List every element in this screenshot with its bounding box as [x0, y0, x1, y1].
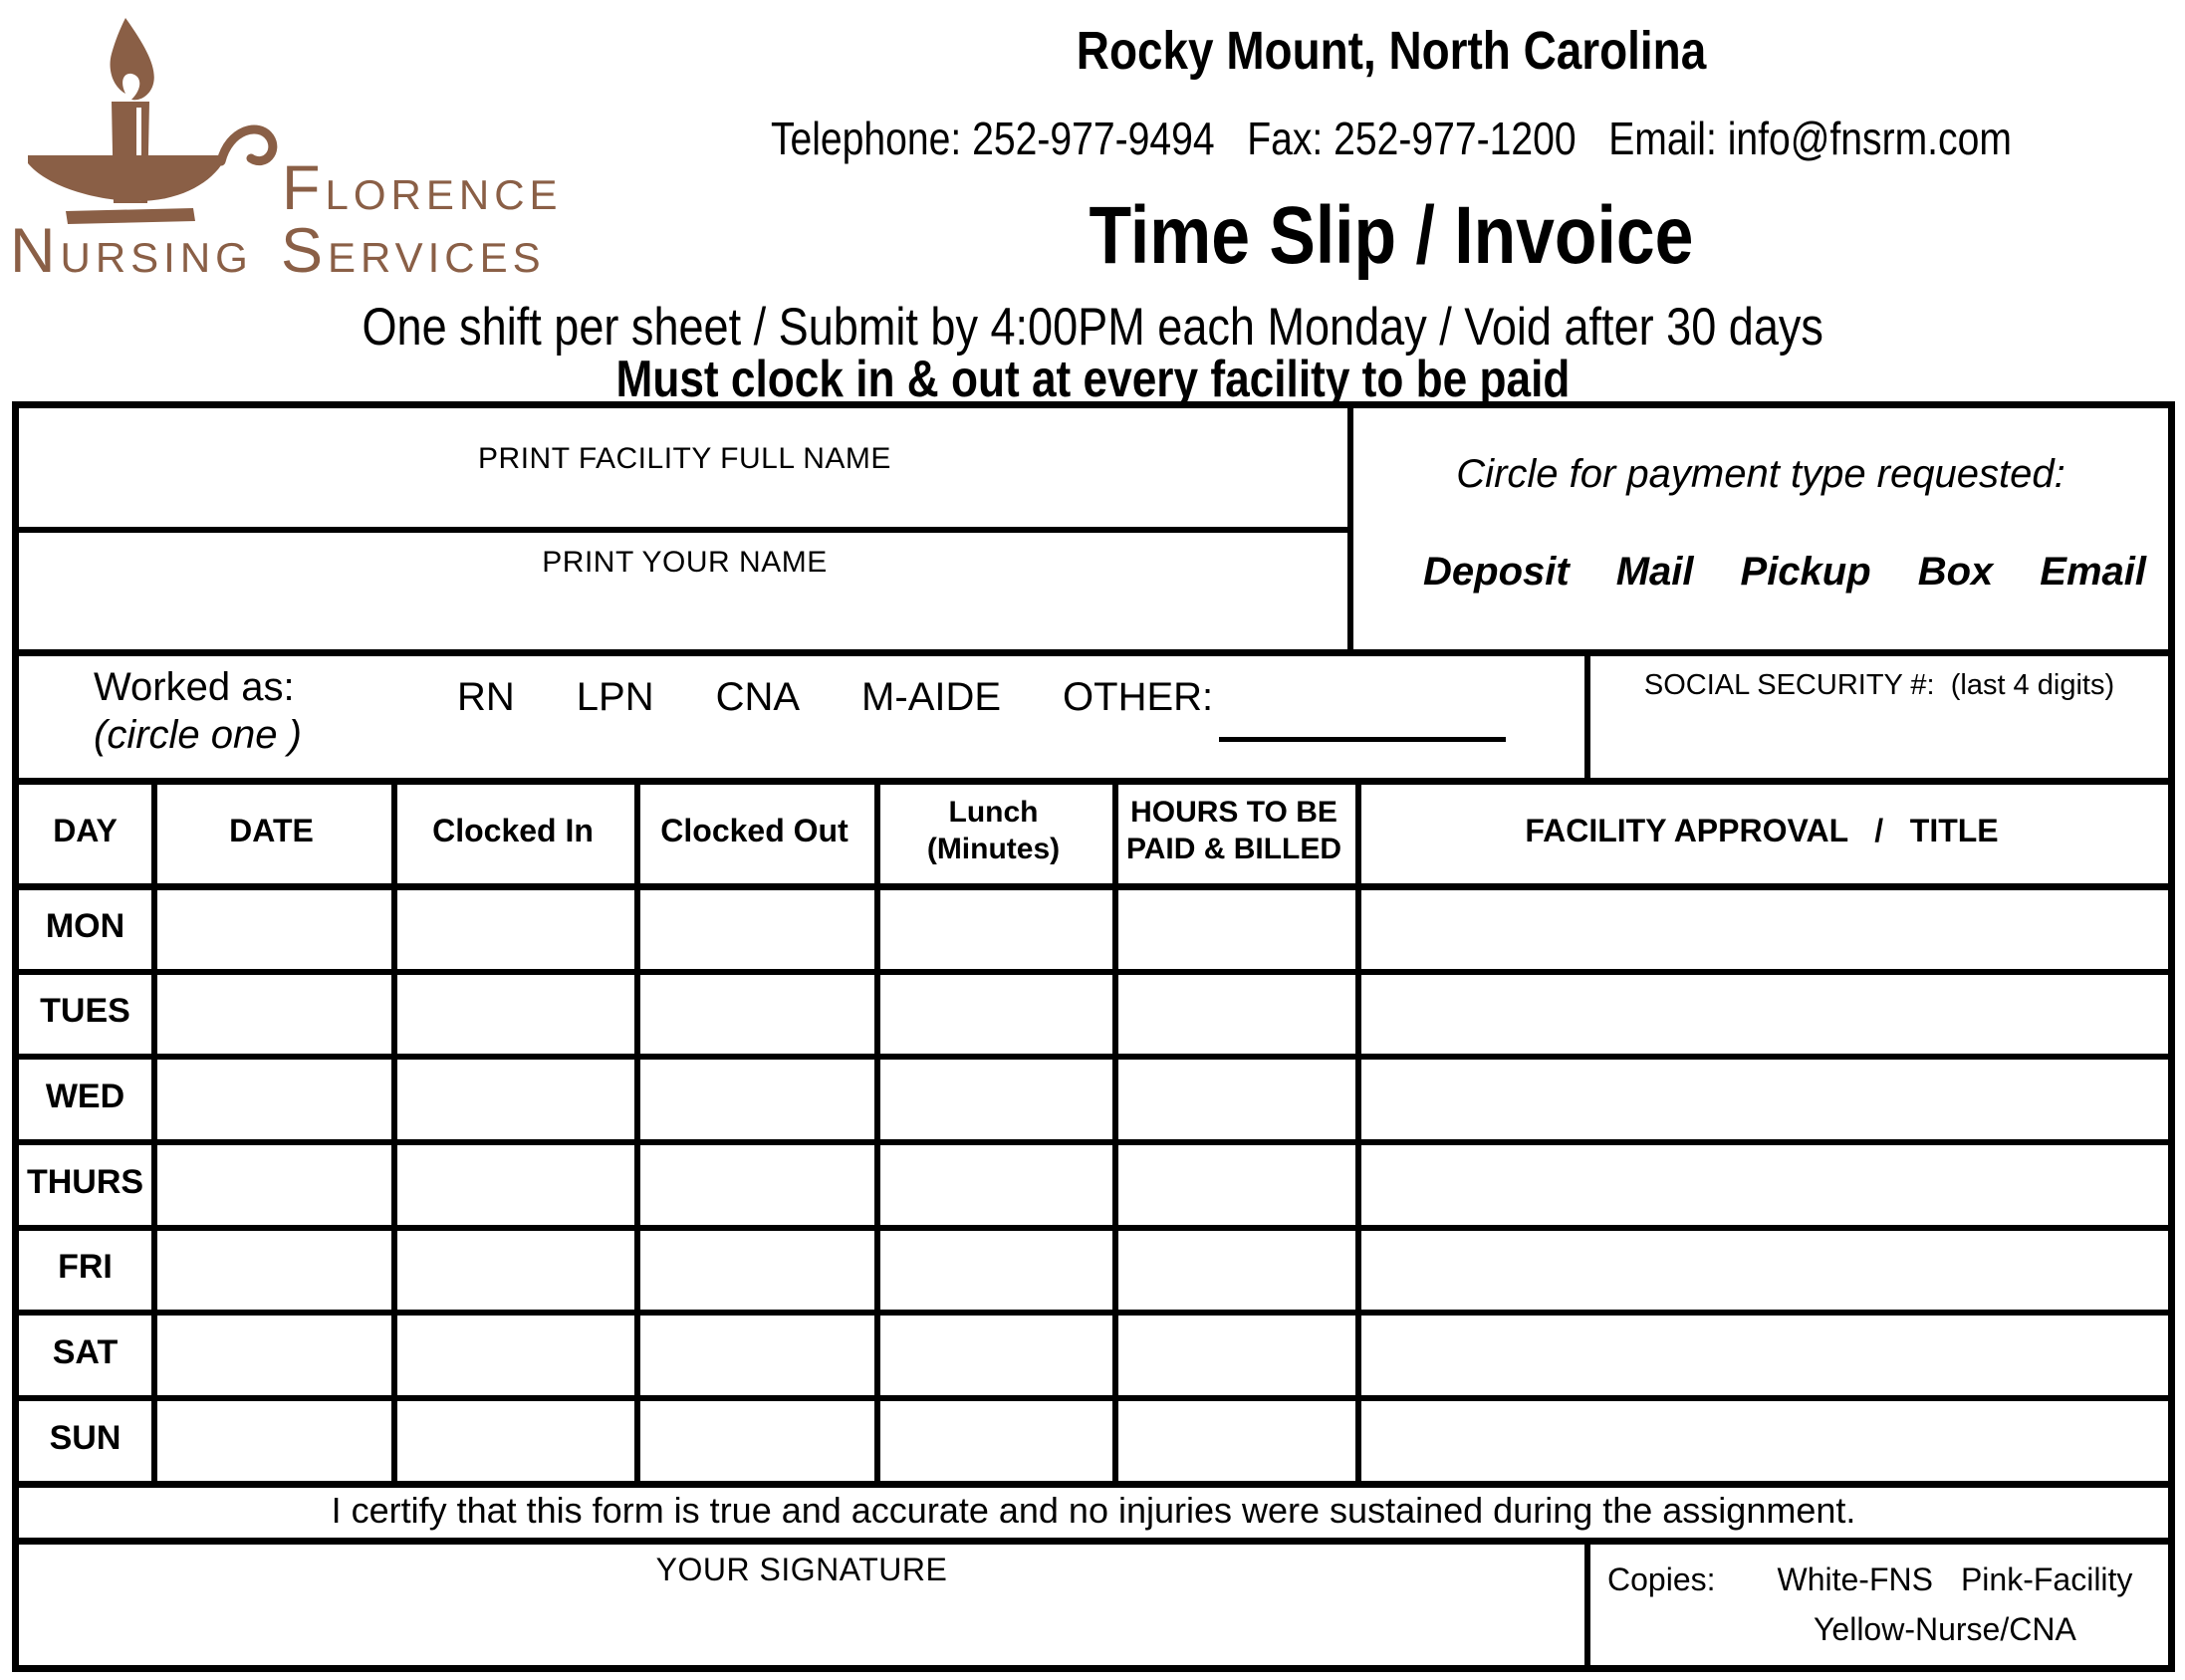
divider-line [19, 649, 2168, 656]
candle-lamp-icon [8, 16, 287, 230]
cell-thurs-facility-approval[interactable] [1362, 1147, 2161, 1218]
logo-word-services: SERVICES [281, 216, 546, 286]
payment-option-email[interactable]: Email [2040, 550, 2146, 594]
cell-wed-clocked-in[interactable] [398, 1062, 627, 1132]
copies-pink-facility: Pink-Facility [1960, 1561, 2133, 1597]
copies-white-fns: White-FNS [1777, 1561, 1933, 1597]
column-header-day [19, 778, 151, 883]
role-option-m-aide[interactable]: M-AIDE [861, 675, 1002, 719]
cell-mon-facility-approval[interactable] [1362, 891, 2161, 962]
payment-option-pickup[interactable]: Pickup [1740, 550, 1871, 594]
ssn-label-row [1590, 669, 2168, 702]
cell-wed-lunch-minutes[interactable] [881, 1062, 1105, 1132]
divider-line [1584, 1538, 1590, 1665]
divider-line [19, 969, 2168, 975]
role-options [457, 675, 1213, 720]
cell-tues-date[interactable] [158, 977, 384, 1047]
cell-sat-facility-approval[interactable] [1362, 1318, 2161, 1388]
column-header-clocked-in [391, 778, 634, 883]
cell-mon-clocked-out[interactable] [641, 891, 867, 962]
cell-sun-hours-paid-billed[interactable] [1119, 1403, 1348, 1474]
signature-label: YOUR SIGNATURE [655, 1552, 948, 1587]
role-option-lpn[interactable]: LPN [576, 675, 654, 719]
cell-thurs-date[interactable] [158, 1147, 384, 1218]
divider-line [19, 1310, 2168, 1316]
column-header-label: Clocked In [432, 813, 594, 848]
column-header-hours [1112, 778, 1355, 883]
worked-as-label: Worked as: [94, 665, 295, 709]
divider-line [1355, 778, 1361, 1488]
role-other-input-line[interactable] [1219, 737, 1506, 742]
divider-line [1112, 778, 1118, 1488]
cell-tues-lunch-minutes[interactable] [881, 977, 1105, 1047]
cell-fri-clocked-out[interactable] [641, 1233, 867, 1303]
cell-sun-lunch-minutes[interactable] [881, 1403, 1105, 1474]
logo-word-florence: FLORENCE [282, 153, 563, 223]
payment-type-options [1353, 550, 2168, 595]
column-header-label: DAY [53, 813, 118, 848]
facility-name-label: PRINT FACILITY FULL NAME [478, 442, 891, 475]
time-slip-form [12, 401, 2175, 1672]
divider-line [19, 1395, 2168, 1401]
copies-label: Copies: [1607, 1561, 1716, 1597]
column-header-lunch [874, 778, 1112, 883]
cell-thurs-clocked-out[interactable] [641, 1147, 867, 1218]
cell-sat-clocked-in[interactable] [398, 1318, 627, 1388]
cell-wed-hours-paid-billed[interactable] [1119, 1062, 1348, 1132]
header-clock-notice: Must clock in & out at every facility to be paid [615, 351, 1570, 408]
divider-line [391, 778, 397, 1488]
role-other-label: OTHER: [1063, 675, 1214, 719]
cell-mon-hours-paid-billed[interactable] [1119, 891, 1348, 962]
divider-line [151, 778, 157, 1488]
header-instructions: One shift per sheet / Submit by 4:00PM each Monday / Void after 30 days [362, 298, 1823, 357]
cell-tues-clocked-in[interactable] [398, 977, 627, 1047]
divider-line [19, 1225, 2168, 1231]
cell-tues-facility-approval[interactable] [1362, 977, 2161, 1047]
day-label-mon: MON [45, 906, 125, 945]
header-location: Rocky Mount, North Carolina [1076, 21, 1707, 81]
column-header-label: HOURS TO BE [1130, 795, 1337, 829]
day-label-sat: SAT [52, 1332, 119, 1371]
cell-sat-hours-paid-billed[interactable] [1119, 1318, 1348, 1388]
column-header-label: DATE [229, 813, 314, 848]
payment-option-box[interactable]: Box [1917, 550, 1994, 594]
divider-line [19, 1139, 2168, 1145]
cell-sun-clocked-out[interactable] [641, 1403, 867, 1474]
cell-sat-lunch-minutes[interactable] [881, 1318, 1105, 1388]
cell-fri-hours-paid-billed[interactable] [1119, 1233, 1348, 1303]
column-header-clocked-out [634, 778, 874, 883]
cell-thurs-clocked-in[interactable] [398, 1147, 627, 1218]
divider-line [19, 1538, 2168, 1545]
column-header-label: (Minutes) [926, 833, 1061, 865]
column-header-label: Lunch [948, 795, 1039, 829]
cell-wed-date[interactable] [158, 1062, 384, 1132]
your-name-label: PRINT YOUR NAME [542, 546, 828, 579]
column-header-label: FACILITY APPROVAL / TITLE [1525, 813, 1999, 848]
header-contact-line: Telephone: 252-977-9494 Fax: 252-977-1200 Email: info@fnsrm.com [771, 113, 2012, 164]
divider-line [19, 1054, 2168, 1060]
day-label-tues: TUES [40, 992, 130, 1030]
page-title: Time Slip / Invoice [1089, 190, 1694, 281]
cell-mon-lunch-minutes[interactable] [881, 891, 1105, 962]
cell-thurs-hours-paid-billed[interactable] [1119, 1147, 1348, 1218]
cell-fri-clocked-in[interactable] [398, 1233, 627, 1303]
ssn-input-area[interactable] [1594, 707, 2162, 773]
circle-one-label: (circle one ) [94, 713, 302, 757]
cell-wed-clocked-out[interactable] [641, 1062, 867, 1132]
divider-line [874, 778, 880, 1488]
logo-word-nursing: NURSING [10, 216, 253, 286]
facility-name-input-area[interactable] [27, 476, 1341, 524]
day-label-sun: SUN [49, 1418, 121, 1457]
signature-input-area[interactable] [29, 1593, 1573, 1655]
day-label-wed: WED [45, 1077, 125, 1115]
cell-tues-clocked-out[interactable] [641, 977, 867, 1047]
cell-sun-date[interactable] [158, 1403, 384, 1474]
cell-mon-clocked-in[interactable] [398, 891, 627, 962]
company-logo [0, 0, 598, 299]
ssn-label-gap [1935, 669, 1951, 701]
role-option-cna[interactable]: CNA [715, 675, 801, 719]
column-header-label: Clocked Out [660, 813, 849, 848]
day-label-thurs: THURS [26, 1162, 144, 1201]
column-header-label: PAID & BILLED [1125, 833, 1342, 865]
cell-fri-lunch-minutes[interactable] [881, 1233, 1105, 1303]
divider-line [19, 883, 2168, 890]
cell-fri-facility-approval[interactable] [1362, 1233, 2161, 1303]
divider-line [19, 1481, 2168, 1488]
form-grid [19, 408, 2168, 1665]
cell-tues-hours-paid-billed[interactable] [1119, 977, 1348, 1047]
payment-option-mail[interactable]: Mail [1615, 550, 1694, 594]
divider-line [19, 527, 1350, 533]
payment-type-prompt: Circle for payment type requested: [1456, 452, 2065, 496]
copies-row [1607, 1561, 2132, 1598]
cell-sat-clocked-out[interactable] [641, 1318, 867, 1388]
cell-fri-date[interactable] [158, 1233, 384, 1303]
cell-sun-facility-approval[interactable] [1362, 1403, 2161, 1474]
copies-yellow-nurse: Yellow-Nurse/CNA [1814, 1611, 2076, 1647]
cell-sat-date[interactable] [158, 1318, 384, 1388]
cell-thurs-lunch-minutes[interactable] [881, 1147, 1105, 1218]
ssn-hint: (last 4 digits) [1950, 669, 2115, 701]
cell-mon-date[interactable] [158, 891, 384, 962]
cell-sun-clocked-in[interactable] [398, 1403, 627, 1474]
certification-statement: I certify that this form is true and accurate and no injuries were sustained during the assignment. [331, 1490, 1856, 1531]
ssn-label: SOCIAL SECURITY #: [1643, 669, 1935, 701]
your-name-input-area[interactable] [27, 582, 1341, 643]
day-label-fri: FRI [58, 1248, 113, 1286]
payment-option-deposit[interactable]: Deposit [1423, 550, 1570, 594]
divider-line [634, 778, 640, 1488]
cell-wed-facility-approval[interactable] [1362, 1062, 2161, 1132]
role-option-rn[interactable]: RN [457, 675, 515, 719]
column-header-date [151, 778, 391, 883]
column-header-facility-approval [1355, 778, 2168, 883]
